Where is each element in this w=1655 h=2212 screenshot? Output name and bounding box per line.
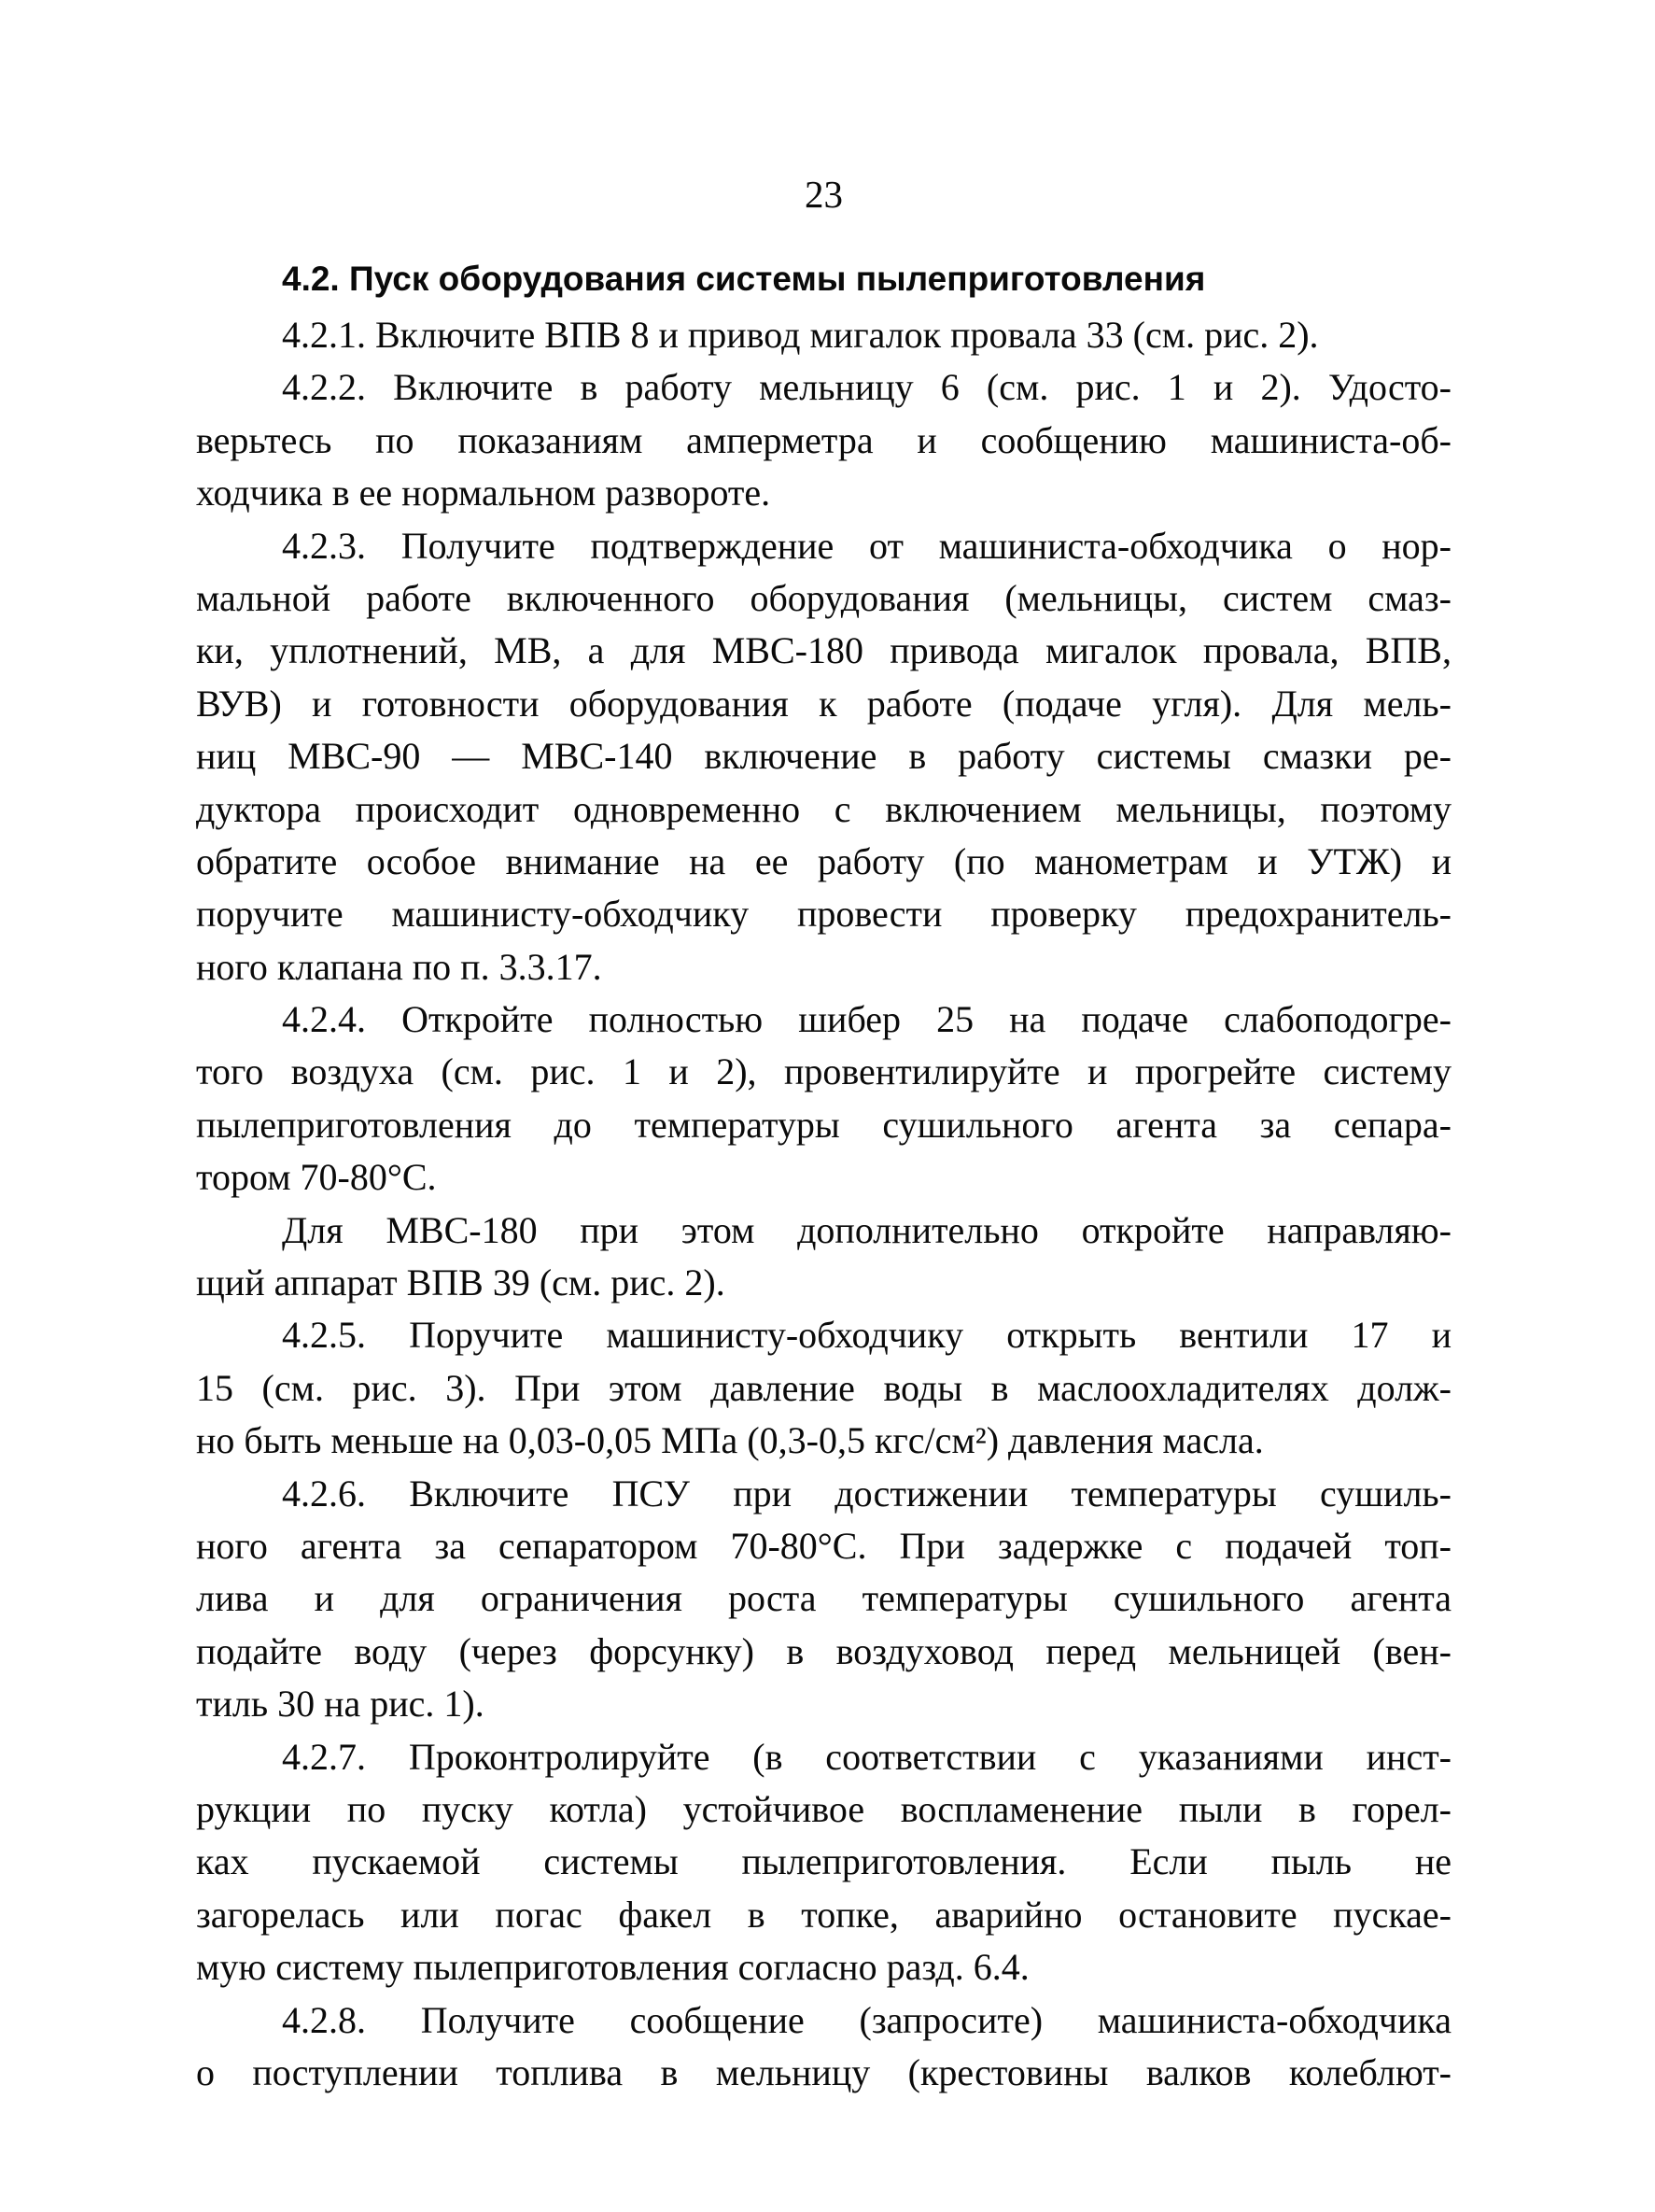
text-line: ходчика в ее нормальном развороте. <box>196 472 771 514</box>
document-page <box>196 173 1452 2099</box>
text-line: ках пускаемой системы пылеприготовления. Если пыль не <box>196 1840 1452 1883</box>
text-line: 4.2.8. Получите сообщение (запросите) машиниста-обходчика <box>282 1998 1452 2041</box>
section-title: 4.2. Пуск оборудования системы пылеприготовления <box>282 260 1206 298</box>
text-line: ного агента за сепаратором 70-80°С. При задержке с подачей топ- <box>196 1524 1452 1567</box>
text-line: ки, уплотнений, МВ, а для МВС-180 привода мигалок провала, ВПВ, <box>196 629 1452 672</box>
text-line: но быть меньше на 0,03-0,05 МПа (0,3-0,5 кгс/см²) давления масла. <box>196 1419 1264 1462</box>
text-line: подайте воду (через форсунку) в воздуховод перед мельницей (вен- <box>196 1629 1452 1672</box>
text-line: 15 (см. рис. 3). При этом давление воды в маслоохладителях долж- <box>196 1366 1452 1409</box>
paragraph <box>196 1994 1452 2100</box>
text-line: обратите особое внимание на ее работу (по манометрам и УТЖ) и <box>196 839 1452 882</box>
text-line: ниц МВС-90 — МВС-140 включение в работу системы смазки ре- <box>196 735 1452 778</box>
text-line: 4.2.5. Поручите машинисту-обходчику открыть вентили 17 и <box>282 1314 1452 1357</box>
text-line: загорелась или погас факел в топке, аварийно остановите пускае- <box>196 1893 1452 1936</box>
paragraph <box>196 309 1452 361</box>
paragraph <box>196 1731 1452 1994</box>
text-line: мальной работе включенного оборудования (мельницы, систем смаз- <box>196 576 1452 619</box>
text-line: о поступлении топлива в мельницу (крестовины валков колеблют- <box>196 2050 1452 2093</box>
text-line: мую систему пылеприготовления согласно разд. 6.4. <box>196 1946 1030 1989</box>
paragraph <box>196 1468 1452 1731</box>
paragraph <box>196 1205 1452 1310</box>
text-line: дуктора происходит одновременно с включением мельницы, поэтому <box>196 787 1452 830</box>
text-line: тиль 30 на рис. 1). <box>196 1683 484 1726</box>
text-line: 4.2.6. Включите ПСУ при достижении температуры сушиль- <box>282 1472 1452 1515</box>
text-line: 4.2.2. Включите в работу мельницу 6 (см. рис. 1 и 2). Удосто- <box>282 366 1452 409</box>
text-line: верьтесь по показаниям амперметра и сообщению машиниста-об- <box>196 418 1452 461</box>
paragraph <box>196 1309 1452 1467</box>
text-line: лива и для ограничения роста температуры сушильного агента <box>196 1577 1452 1620</box>
text-line: ного клапана по п. 3.3.17. <box>196 945 602 988</box>
text-line: ВУВ) и готовности оборудования к работе (подаче угля). Для мель- <box>196 682 1452 725</box>
text-line: 4.2.7. Проконтролируйте (в соответствии с указаниями инст- <box>282 1735 1452 1778</box>
page-number: 23 <box>805 173 843 216</box>
document-body <box>196 309 1452 2099</box>
text-line: поручите машинисту-обходчику провести проверку предохранитель- <box>196 893 1452 936</box>
text-line: Для МВС-180 при этом дополнительно откройте направляю- <box>282 1208 1452 1251</box>
text-line: 4.2.1. Включите ВПВ 8 и привод мигалок провала 33 (см. рис. 2). <box>282 314 1319 356</box>
text-line: 4.2.4. Откройте полностью шибер 25 на подаче слабоподогре- <box>282 998 1452 1041</box>
paragraph <box>196 993 1452 1205</box>
text-line: рукции по пуску котла) устойчивое воспламенение пыли в горел- <box>196 1787 1452 1830</box>
text-line: пылеприготовления до температуры сушильного агента за сепара- <box>196 1103 1452 1146</box>
text-line: того воздуха (см. рис. 1 и 2), провентилируйте и прогрейте систему <box>196 1050 1452 1093</box>
text-line: щий аппарат ВПВ 39 (см. рис. 2). <box>196 1261 725 1304</box>
paragraph <box>196 361 1452 519</box>
paragraph <box>196 520 1452 994</box>
text-line: 4.2.3. Получите подтверждение от машиниста-обходчика о нор- <box>282 524 1452 567</box>
text-line: тором 70-80°С. <box>196 1156 437 1199</box>
